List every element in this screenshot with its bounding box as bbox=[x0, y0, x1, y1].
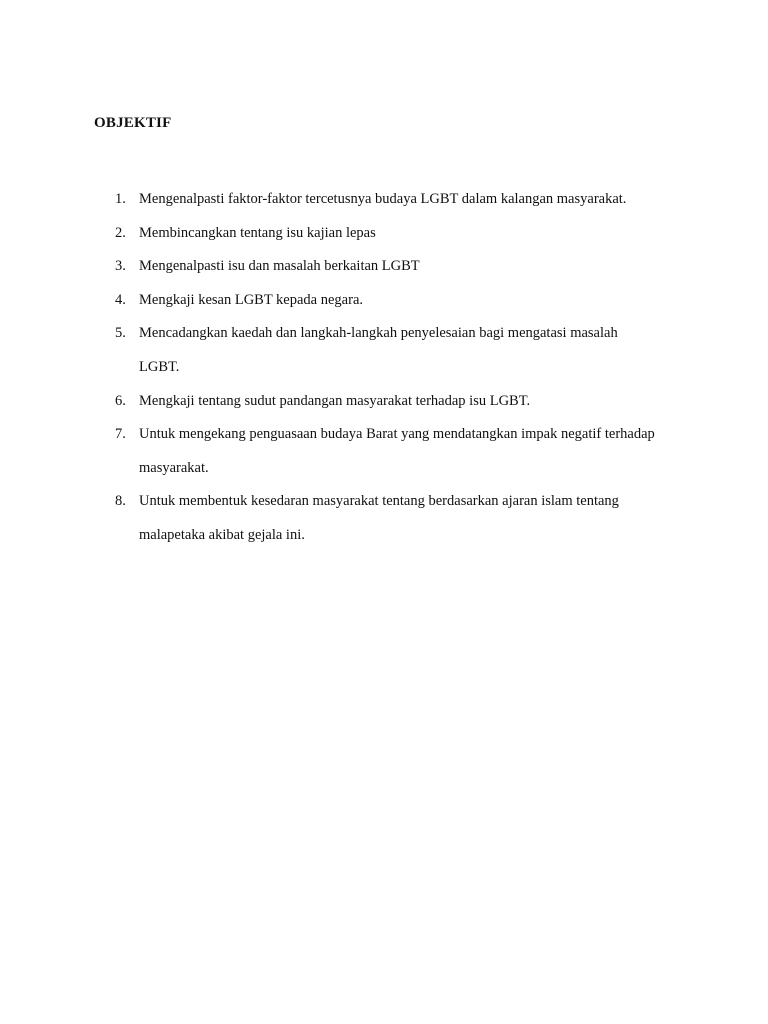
list-item bbox=[0, 284, 768, 318]
item-text: Mengenalpasti faktor-faktor tercetusnya budaya LGBT dalam kalangan masyarakat. bbox=[139, 191, 627, 207]
item-number: 7. bbox=[115, 426, 126, 443]
list-item bbox=[0, 385, 768, 419]
item-text: Mengenalpasti isu dan masalah berkaitan LGBT bbox=[139, 258, 420, 275]
item-number: 6. bbox=[115, 392, 126, 409]
item-text: Membincangkan tentang isu kajian lepas bbox=[139, 224, 376, 241]
list-item bbox=[0, 183, 768, 217]
item-text: Mengkaji tentang sudut pandangan masyarakat terhadap isu LGBT. bbox=[139, 392, 531, 409]
list-item bbox=[0, 418, 768, 485]
list-item bbox=[0, 485, 768, 552]
item-text: Mencadangkan kaedah dan langkah-langkah penyelesaian bagi mengatasi masalah LGBT. bbox=[139, 325, 618, 375]
list-item bbox=[0, 317, 768, 384]
list-item bbox=[0, 250, 768, 284]
item-number: 3. bbox=[115, 258, 126, 275]
item-text: Untuk mengekang penguasaan budaya Barat yang mendatangkan impak negatif terhadap masyarakat. bbox=[139, 426, 655, 476]
item-number: 5. bbox=[115, 325, 126, 342]
list-item bbox=[0, 217, 768, 251]
item-number: 2. bbox=[115, 224, 126, 241]
item-number: 8. bbox=[115, 493, 126, 510]
objectives-list bbox=[0, 183, 768, 553]
item-text: Untuk membentuk kesedaran masyarakat tentang berdasarkan ajaran islam tentang malapetaka akibat gejala ini. bbox=[139, 493, 619, 543]
item-number: 1. bbox=[115, 191, 126, 207]
item-number: 4. bbox=[115, 291, 126, 308]
section-heading: OBJEKTIF bbox=[94, 115, 172, 131]
item-text: Mengkaji kesan LGBT kepada negara. bbox=[139, 291, 363, 308]
